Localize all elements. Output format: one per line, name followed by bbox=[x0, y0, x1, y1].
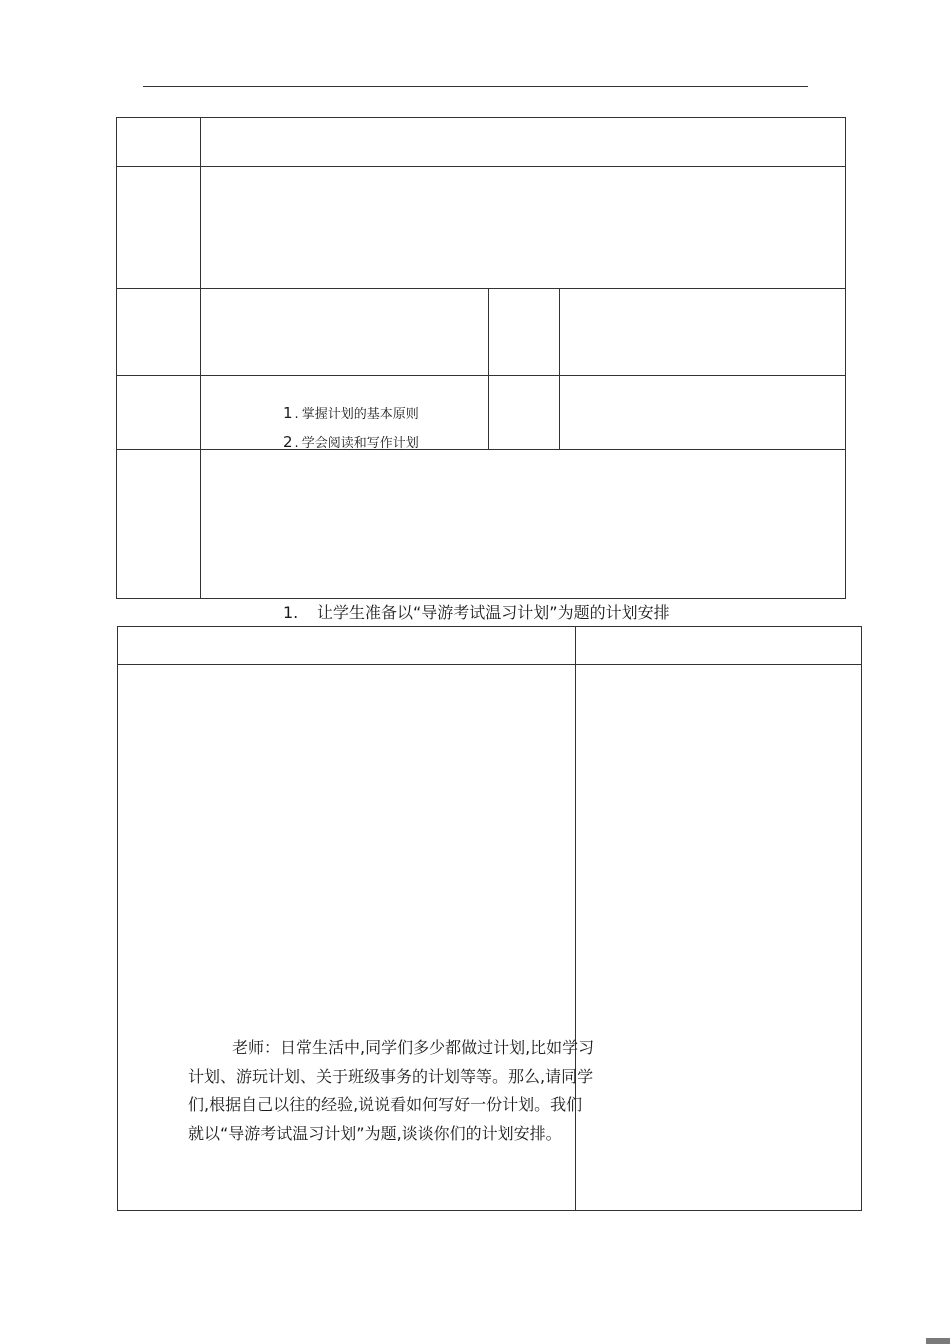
teacher-line-1: 老师：日常生活中,同学们多少都做过计划,比如学习 bbox=[232, 1038, 595, 1057]
table1-row-divider-3 bbox=[116, 375, 846, 376]
objective-item-1: 1 . 掌握计划的基本原则 bbox=[283, 404, 419, 422]
table1-row-divider-2 bbox=[116, 288, 846, 289]
teacher-line-2: 计划、游玩计划、关于班级事务的计划等等。那么,请同学 bbox=[188, 1066, 594, 1086]
lesson-info-table bbox=[116, 117, 846, 599]
teacher-paragraph bbox=[188, 1034, 628, 1148]
task-text: 让学生准备以“导游考试温习计划”为题的计划安排 bbox=[317, 603, 670, 622]
page-corner-mark bbox=[926, 1338, 950, 1344]
task-number: 1. bbox=[283, 603, 299, 622]
table2-header-divider bbox=[117, 664, 862, 665]
table1-row-divider-4 bbox=[116, 449, 846, 450]
table1-inner-divider-a bbox=[488, 288, 489, 449]
objective-number: 2 bbox=[283, 433, 293, 451]
teacher-line-4: 就以“导游考试温习计划”为题,谈谈你们的计划安排。 bbox=[188, 1123, 562, 1143]
task-statement bbox=[283, 600, 670, 623]
objective-item-2: 2 . 学会阅读和写作计划 bbox=[283, 433, 419, 451]
header-rule bbox=[143, 86, 808, 87]
table1-row-divider-1 bbox=[116, 166, 846, 167]
objective-number: 1 bbox=[283, 404, 293, 422]
table1-label-column-divider bbox=[200, 117, 201, 599]
teacher-line-3: 们,根据自己以往的经验,说说看如何写好一份计划。我们 bbox=[188, 1095, 583, 1114]
table1-inner-divider-b bbox=[559, 288, 560, 449]
objective-text: 学会阅读和写作计划 bbox=[301, 436, 419, 451]
objective-text: 掌握计划的基本原则 bbox=[301, 407, 419, 422]
